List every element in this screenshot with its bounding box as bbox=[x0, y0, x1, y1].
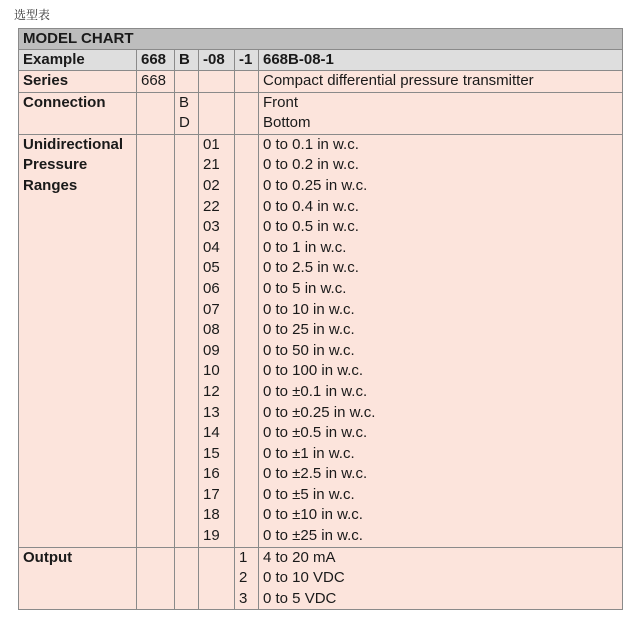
chart-caption: 选型表 bbox=[14, 8, 51, 22]
model-chart-table bbox=[18, 28, 623, 610]
range-codes bbox=[199, 134, 235, 547]
range-code: 21 bbox=[203, 156, 220, 174]
range-code: 17 bbox=[203, 485, 220, 503]
ranges-label-line: Ranges bbox=[23, 176, 78, 194]
example-label: Example bbox=[19, 50, 137, 71]
series-description: Compact differential pressure transmitter bbox=[259, 71, 623, 93]
range-code: 15 bbox=[203, 444, 220, 462]
example-series-code: 668 bbox=[137, 50, 175, 71]
empty-cell bbox=[199, 547, 235, 610]
empty-cell bbox=[175, 71, 199, 93]
connection-code: D bbox=[179, 114, 190, 132]
range-code: 02 bbox=[203, 176, 220, 194]
range-code: 06 bbox=[203, 279, 220, 297]
empty-cell bbox=[235, 92, 259, 134]
range-description: 0 to ±5 in w.c. bbox=[263, 485, 355, 503]
connection-description: Bottom bbox=[263, 114, 311, 132]
range-code: 22 bbox=[203, 197, 220, 215]
empty-cell bbox=[175, 547, 199, 610]
range-code: 10 bbox=[203, 362, 220, 380]
output-row bbox=[19, 547, 623, 610]
example-connection-code: B bbox=[175, 50, 199, 71]
range-description: 0 to ±2.5 in w.c. bbox=[263, 465, 368, 483]
empty-cell bbox=[175, 134, 199, 547]
range-code: 05 bbox=[203, 259, 220, 277]
range-description: 0 to 0.25 in w.c. bbox=[263, 176, 368, 194]
series-row bbox=[19, 71, 623, 93]
range-description: 0 to ±1 in w.c. bbox=[263, 444, 355, 462]
empty-cell bbox=[235, 134, 259, 547]
output-description: 0 to 10 VDC bbox=[263, 569, 345, 587]
empty-cell bbox=[137, 92, 175, 134]
range-description: 0 to 0.2 in w.c. bbox=[263, 156, 359, 174]
connection-description: Front bbox=[263, 93, 299, 111]
range-description: 0 to 1 in w.c. bbox=[263, 238, 347, 256]
connection-descriptions bbox=[259, 92, 623, 134]
range-code: 12 bbox=[203, 382, 220, 400]
output-code: 1 bbox=[239, 548, 248, 566]
range-code: 04 bbox=[203, 238, 220, 256]
range-code: 08 bbox=[203, 321, 220, 339]
range-description: 0 to ±0.5 in w.c. bbox=[263, 424, 368, 442]
range-code: 14 bbox=[203, 424, 220, 442]
empty-cell bbox=[199, 71, 235, 93]
range-code: 07 bbox=[203, 300, 220, 318]
connection-code: B bbox=[179, 93, 190, 111]
range-code: 01 bbox=[203, 135, 220, 153]
series-label: Series bbox=[19, 71, 137, 93]
range-description: 0 to ±25 in w.c. bbox=[263, 527, 363, 545]
connection-codes bbox=[175, 92, 199, 134]
example-model-number: 668B-08-1 bbox=[259, 50, 623, 71]
example-output-code: -1 bbox=[235, 50, 259, 71]
range-description: 0 to 0.5 in w.c. bbox=[263, 218, 359, 236]
output-code: 2 bbox=[239, 569, 248, 587]
range-description: 0 to ±10 in w.c. bbox=[263, 506, 363, 524]
ranges-label-line: Pressure bbox=[23, 156, 88, 174]
series-code: 668 bbox=[137, 71, 175, 93]
ranges-label-line: Unidirectional bbox=[23, 135, 124, 153]
range-description: 0 to 100 in w.c. bbox=[263, 362, 364, 380]
table-header-row bbox=[19, 29, 623, 50]
range-code: 03 bbox=[203, 218, 220, 236]
output-codes bbox=[235, 547, 259, 610]
empty-cell bbox=[235, 71, 259, 93]
output-code: 3 bbox=[239, 589, 248, 607]
range-code: 18 bbox=[203, 506, 220, 524]
range-code: 09 bbox=[203, 341, 220, 359]
connection-label: Connection bbox=[19, 92, 137, 134]
range-description: 0 to 50 in w.c. bbox=[263, 341, 355, 359]
ranges-label bbox=[19, 134, 137, 547]
output-description: 0 to 5 VDC bbox=[263, 589, 337, 607]
example-row bbox=[19, 50, 623, 71]
range-description: 0 to ±0.1 in w.c. bbox=[263, 382, 368, 400]
range-code: 13 bbox=[203, 403, 220, 421]
range-code: 16 bbox=[203, 465, 220, 483]
output-descriptions bbox=[259, 547, 623, 610]
range-code: 19 bbox=[203, 527, 220, 545]
example-range-code: -08 bbox=[199, 50, 235, 71]
range-description: 0 to 5 in w.c. bbox=[263, 279, 347, 297]
ranges-row bbox=[19, 134, 623, 547]
empty-cell bbox=[137, 547, 175, 610]
range-description: 0 to 25 in w.c. bbox=[263, 321, 355, 339]
range-description: 0 to 0.1 in w.c. bbox=[263, 135, 359, 153]
empty-cell bbox=[137, 134, 175, 547]
output-description: 4 to 20 mA bbox=[263, 548, 336, 566]
range-description: 0 to 10 in w.c. bbox=[263, 300, 355, 318]
range-descriptions bbox=[259, 134, 623, 547]
empty-cell bbox=[199, 92, 235, 134]
connection-row bbox=[19, 92, 623, 134]
range-description: 0 to 0.4 in w.c. bbox=[263, 197, 359, 215]
chart-title: MODEL CHART bbox=[19, 29, 623, 50]
range-description: 0 to 2.5 in w.c. bbox=[263, 259, 359, 277]
range-description: 0 to ±0.25 in w.c. bbox=[263, 403, 376, 421]
output-label: Output bbox=[19, 547, 137, 610]
